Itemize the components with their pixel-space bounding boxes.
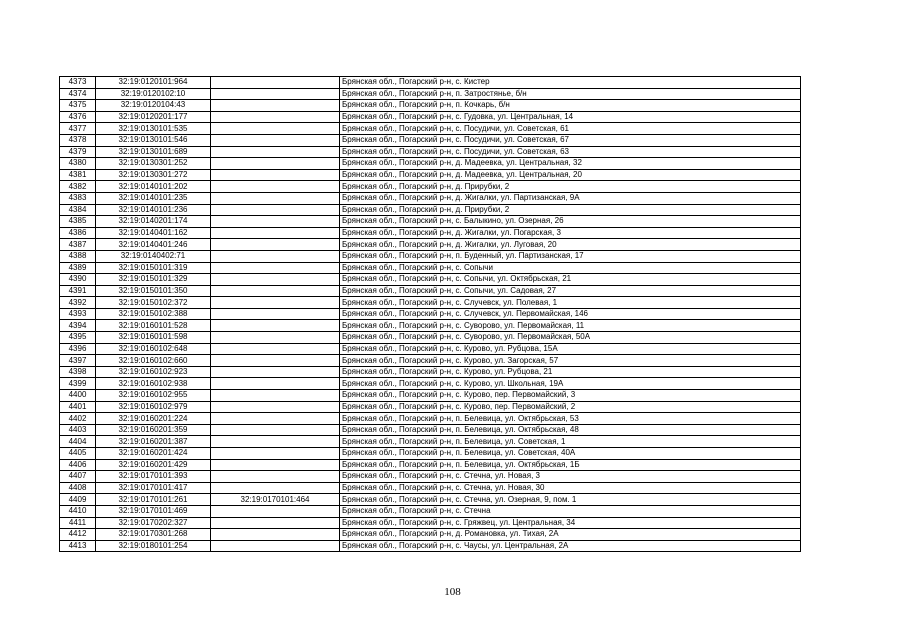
cadastral-number-cell: 32:19:0170101:261 bbox=[96, 494, 211, 506]
row-number-cell: 4382 bbox=[60, 181, 96, 193]
cadastral-number-cell: 32:19:0160201:359 bbox=[96, 424, 211, 436]
address-cell: Брянская обл., Погарский р-н, д. Жигалки, ул. Луговая, 20 bbox=[340, 239, 801, 251]
previous-number-cell bbox=[211, 529, 340, 541]
table-row bbox=[60, 494, 801, 506]
cadastral-number-cell: 32:19:0140401:162 bbox=[96, 227, 211, 239]
previous-number-cell bbox=[211, 285, 340, 297]
previous-number-cell bbox=[211, 401, 340, 413]
previous-number-cell bbox=[211, 366, 340, 378]
row-number-cell: 4394 bbox=[60, 320, 96, 332]
cadastral-number-cell: 32:19:0140401:246 bbox=[96, 239, 211, 251]
table-row bbox=[60, 529, 801, 541]
previous-number-cell bbox=[211, 274, 340, 286]
cadastral-number-cell: 32:19:0160102:923 bbox=[96, 366, 211, 378]
address-cell: Брянская обл., Погарский р-н, с. Чаусы, ул. Центральная, 2А bbox=[340, 540, 801, 552]
row-number-cell: 4412 bbox=[60, 529, 96, 541]
cadastral-number-cell: 32:19:0170101:417 bbox=[96, 482, 211, 494]
previous-number-cell bbox=[211, 227, 340, 239]
cadastral-number-cell: 32:19:0160102:955 bbox=[96, 390, 211, 402]
cadastral-number-cell: 32:19:0140101:235 bbox=[96, 192, 211, 204]
address-cell: Брянская обл., Погарский р-н, д. Жигалки, ул. Партизанская, 9А bbox=[340, 192, 801, 204]
cadastral-number-cell: 32:19:0160101:598 bbox=[96, 332, 211, 344]
row-number-cell: 4385 bbox=[60, 216, 96, 228]
previous-number-cell bbox=[211, 517, 340, 529]
row-number-cell: 4391 bbox=[60, 285, 96, 297]
table-row bbox=[60, 262, 801, 274]
table-row bbox=[60, 158, 801, 170]
row-number-cell: 4411 bbox=[60, 517, 96, 529]
cadastral-number-cell: 32:19:0160102:648 bbox=[96, 343, 211, 355]
table-row bbox=[60, 355, 801, 367]
cadastral-number-cell: 32:19:0170301:268 bbox=[96, 529, 211, 541]
page-number: 108 bbox=[444, 586, 461, 598]
previous-number-cell bbox=[211, 448, 340, 460]
previous-number-cell bbox=[211, 216, 340, 228]
previous-number-cell bbox=[211, 169, 340, 181]
cadastral-number-cell: 32:19:0160102:660 bbox=[96, 355, 211, 367]
row-number-cell: 4399 bbox=[60, 378, 96, 390]
row-number-cell: 4384 bbox=[60, 204, 96, 216]
row-number-cell: 4393 bbox=[60, 308, 96, 320]
table-row bbox=[60, 123, 801, 135]
address-cell: Брянская обл., Погарский р-н, с. Стечна, ул. Новая, 30 bbox=[340, 482, 801, 494]
previous-number-cell bbox=[211, 88, 340, 100]
row-number-cell: 4376 bbox=[60, 111, 96, 123]
previous-number-cell bbox=[211, 355, 340, 367]
cadastral-number-cell: 32:19:0150101:329 bbox=[96, 274, 211, 286]
cadastral-number-cell: 32:19:0160102:979 bbox=[96, 401, 211, 413]
address-cell: Брянская обл., Погарский р-н, д. Романовка, ул. Тихая, 2А bbox=[340, 529, 801, 541]
table-row bbox=[60, 390, 801, 402]
previous-number-cell bbox=[211, 413, 340, 425]
table-row bbox=[60, 169, 801, 181]
row-number-cell: 4375 bbox=[60, 100, 96, 112]
address-cell: Брянская обл., Погарский р-н, с. Суворово, ул. Первомайская, 11 bbox=[340, 320, 801, 332]
address-cell: Брянская обл., Погарский р-н, п. Кочкарь, б/н bbox=[340, 100, 801, 112]
row-number-cell: 4389 bbox=[60, 262, 96, 274]
table-row bbox=[60, 77, 801, 89]
registry-table-body bbox=[60, 77, 801, 552]
address-cell: Брянская обл., Погарский р-н, д. Прирубки, 2 bbox=[340, 181, 801, 193]
address-cell: Брянская обл., Погарский р-н, с. Посудичи, ул. Советская, 67 bbox=[340, 134, 801, 146]
cadastral-number-cell: 32:19:0160101:528 bbox=[96, 320, 211, 332]
row-number-cell: 4383 bbox=[60, 192, 96, 204]
previous-number-cell bbox=[211, 250, 340, 262]
previous-number-cell bbox=[211, 332, 340, 344]
previous-number-cell bbox=[211, 111, 340, 123]
row-number-cell: 4410 bbox=[60, 505, 96, 517]
address-cell: Брянская обл., Погарский р-н, с. Сопычи, ул. Садовая, 27 bbox=[340, 285, 801, 297]
cadastral-number-cell: 32:19:0120102:10 bbox=[96, 88, 211, 100]
table-row bbox=[60, 413, 801, 425]
cadastral-number-cell: 32:19:0160201:424 bbox=[96, 448, 211, 460]
table-row bbox=[60, 424, 801, 436]
table-row bbox=[60, 181, 801, 193]
table-row bbox=[60, 192, 801, 204]
address-cell: Брянская обл., Погарский р-н, с. Балыкино, ул. Озерная, 26 bbox=[340, 216, 801, 228]
cadastral-number-cell: 32:19:0160201:387 bbox=[96, 436, 211, 448]
address-cell: Брянская обл., Погарский р-н, с. Стечна, ул. Новая, 3 bbox=[340, 471, 801, 483]
row-number-cell: 4409 bbox=[60, 494, 96, 506]
address-cell: Брянская обл., Погарский р-н, д. Мадеевка, ул. Центральная, 20 bbox=[340, 169, 801, 181]
cadastral-number-cell: 32:19:0180101:254 bbox=[96, 540, 211, 552]
table-row bbox=[60, 517, 801, 529]
previous-number-cell bbox=[211, 77, 340, 89]
table-row bbox=[60, 482, 801, 494]
table-row bbox=[60, 146, 801, 158]
table-row bbox=[60, 216, 801, 228]
address-cell: Брянская обл., Погарский р-н, п. Белевица, ул. Октябрьская, 53 bbox=[340, 413, 801, 425]
table-row bbox=[60, 239, 801, 251]
cadastral-number-cell: 32:19:0170202:327 bbox=[96, 517, 211, 529]
row-number-cell: 4379 bbox=[60, 146, 96, 158]
row-number-cell: 4401 bbox=[60, 401, 96, 413]
row-number-cell: 4400 bbox=[60, 390, 96, 402]
table-row bbox=[60, 448, 801, 460]
address-cell: Брянская обл., Погарский р-н, с. Стечна bbox=[340, 505, 801, 517]
cadastral-number-cell: 32:19:0130101:535 bbox=[96, 123, 211, 135]
row-number-cell: 4377 bbox=[60, 123, 96, 135]
previous-number-cell bbox=[211, 320, 340, 332]
previous-number-cell bbox=[211, 158, 340, 170]
row-number-cell: 4386 bbox=[60, 227, 96, 239]
cadastral-number-cell: 32:19:0130101:546 bbox=[96, 134, 211, 146]
previous-number-cell bbox=[211, 297, 340, 309]
previous-number-cell bbox=[211, 100, 340, 112]
address-cell: Брянская обл., Погарский р-н, с. Кистер bbox=[340, 77, 801, 89]
previous-number-cell bbox=[211, 343, 340, 355]
address-cell: Брянская обл., Погарский р-н, с. Курово, пер. Первомайский, 2 bbox=[340, 401, 801, 413]
table-row bbox=[60, 285, 801, 297]
cadastral-number-cell: 32:19:0160201:429 bbox=[96, 459, 211, 471]
previous-number-cell: 32:19:0170101:464 bbox=[211, 494, 340, 506]
address-cell: Брянская обл., Погарский р-н, с. Стечна, ул. Озерная, 9, пом. 1 bbox=[340, 494, 801, 506]
address-cell: Брянская обл., Погарский р-н, п. Белевица, ул. Советская, 40А bbox=[340, 448, 801, 460]
address-cell: Брянская обл., Погарский р-н, с. Сопычи bbox=[340, 262, 801, 274]
table-row bbox=[60, 134, 801, 146]
row-number-cell: 4374 bbox=[60, 88, 96, 100]
cadastral-number-cell: 32:19:0150101:350 bbox=[96, 285, 211, 297]
previous-number-cell bbox=[211, 262, 340, 274]
cadastral-number-cell: 32:19:0140201:174 bbox=[96, 216, 211, 228]
row-number-cell: 4397 bbox=[60, 355, 96, 367]
table-row bbox=[60, 401, 801, 413]
previous-number-cell bbox=[211, 181, 340, 193]
row-number-cell: 4380 bbox=[60, 158, 96, 170]
previous-number-cell bbox=[211, 505, 340, 517]
cadastral-number-cell: 32:19:0120201:177 bbox=[96, 111, 211, 123]
previous-number-cell bbox=[211, 146, 340, 158]
previous-number-cell bbox=[211, 378, 340, 390]
cadastral-number-cell: 32:19:0170101:393 bbox=[96, 471, 211, 483]
table-row bbox=[60, 436, 801, 448]
row-number-cell: 4390 bbox=[60, 274, 96, 286]
row-number-cell: 4406 bbox=[60, 459, 96, 471]
address-cell: Брянская обл., Погарский р-н, с. Гудовка, ул. Центральная, 14 bbox=[340, 111, 801, 123]
table-row bbox=[60, 88, 801, 100]
table-row bbox=[60, 366, 801, 378]
cadastral-number-cell: 32:19:0160201:224 bbox=[96, 413, 211, 425]
table-row bbox=[60, 297, 801, 309]
row-number-cell: 4405 bbox=[60, 448, 96, 460]
cadastral-number-cell: 32:19:0150101:319 bbox=[96, 262, 211, 274]
previous-number-cell bbox=[211, 123, 340, 135]
table-row bbox=[60, 320, 801, 332]
row-number-cell: 4378 bbox=[60, 134, 96, 146]
row-number-cell: 4413 bbox=[60, 540, 96, 552]
cadastral-number-cell: 32:19:0150102:372 bbox=[96, 297, 211, 309]
row-number-cell: 4407 bbox=[60, 471, 96, 483]
previous-number-cell bbox=[211, 239, 340, 251]
table-row bbox=[60, 343, 801, 355]
row-number-cell: 4395 bbox=[60, 332, 96, 344]
address-cell: Брянская обл., Погарский р-н, с. Курово, пер. Первомайский, 3 bbox=[340, 390, 801, 402]
cadastral-number-cell: 32:19:0120104:43 bbox=[96, 100, 211, 112]
address-cell: Брянская обл., Погарский р-н, п. Белевица, ул. Октябрьская, 48 bbox=[340, 424, 801, 436]
address-cell: Брянская обл., Погарский р-н, п. Белевица, ул. Октябрьская, 1Б bbox=[340, 459, 801, 471]
address-cell: Брянская обл., Погарский р-н, с. Курово, ул. Рубцова, 15А bbox=[340, 343, 801, 355]
cadastral-number-cell: 32:19:0130301:272 bbox=[96, 169, 211, 181]
table-row bbox=[60, 505, 801, 517]
address-cell: Брянская обл., Погарский р-н, с. Посудичи, ул. Советская, 63 bbox=[340, 146, 801, 158]
row-number-cell: 4388 bbox=[60, 250, 96, 262]
cadastral-number-cell: 32:19:0140101:236 bbox=[96, 204, 211, 216]
previous-number-cell bbox=[211, 482, 340, 494]
address-cell: Брянская обл., Погарский р-н, с. Посудичи, ул. Советская, 61 bbox=[340, 123, 801, 135]
address-cell: Брянская обл., Погарский р-н, с. Суворово, ул. Первомайская, 50А bbox=[340, 332, 801, 344]
address-cell: Брянская обл., Погарский р-н, п. Затростянье, б/н bbox=[340, 88, 801, 100]
cadastral-number-cell: 32:19:0160102:938 bbox=[96, 378, 211, 390]
table-row bbox=[60, 540, 801, 552]
address-cell: Брянская обл., Погарский р-н, д. Прирубки, 2 bbox=[340, 204, 801, 216]
previous-number-cell bbox=[211, 390, 340, 402]
row-number-cell: 4373 bbox=[60, 77, 96, 89]
row-number-cell: 4403 bbox=[60, 424, 96, 436]
previous-number-cell bbox=[211, 204, 340, 216]
address-cell: Брянская обл., Погарский р-н, с. Курово, ул. Школьная, 19А bbox=[340, 378, 801, 390]
previous-number-cell bbox=[211, 192, 340, 204]
row-number-cell: 4387 bbox=[60, 239, 96, 251]
previous-number-cell bbox=[211, 308, 340, 320]
previous-number-cell bbox=[211, 471, 340, 483]
row-number-cell: 4398 bbox=[60, 366, 96, 378]
previous-number-cell bbox=[211, 134, 340, 146]
cadastral-number-cell: 32:19:0130301:252 bbox=[96, 158, 211, 170]
previous-number-cell bbox=[211, 540, 340, 552]
table-row bbox=[60, 250, 801, 262]
table-row bbox=[60, 274, 801, 286]
address-cell: Брянская обл., Погарский р-н, с. Курово, ул. Загорская, 57 bbox=[340, 355, 801, 367]
cadastral-number-cell: 32:19:0140402:71 bbox=[96, 250, 211, 262]
address-cell: Брянская обл., Погарский р-н, с. Случевск, ул. Первомайская, 146 bbox=[340, 308, 801, 320]
row-number-cell: 4381 bbox=[60, 169, 96, 181]
table-row bbox=[60, 227, 801, 239]
cadastral-number-cell: 32:19:0170101:469 bbox=[96, 505, 211, 517]
table-row bbox=[60, 308, 801, 320]
row-number-cell: 4392 bbox=[60, 297, 96, 309]
table-row bbox=[60, 471, 801, 483]
address-cell: Брянская обл., Погарский р-н, с. Случевск, ул. Полевая, 1 bbox=[340, 297, 801, 309]
table-row bbox=[60, 111, 801, 123]
row-number-cell: 4408 bbox=[60, 482, 96, 494]
registry-table bbox=[59, 76, 801, 552]
table-row bbox=[60, 204, 801, 216]
cadastral-number-cell: 32:19:0120101:964 bbox=[96, 77, 211, 89]
address-cell: Брянская обл., Погарский р-н, с. Курово, ул. Рубцова, 21 bbox=[340, 366, 801, 378]
table-row bbox=[60, 459, 801, 471]
table-row bbox=[60, 100, 801, 112]
row-number-cell: 4402 bbox=[60, 413, 96, 425]
previous-number-cell bbox=[211, 436, 340, 448]
row-number-cell: 4396 bbox=[60, 343, 96, 355]
address-cell: Брянская обл., Погарский р-н, д. Жигалки, ул. Погарская, 3 bbox=[340, 227, 801, 239]
table-row bbox=[60, 378, 801, 390]
cadastral-number-cell: 32:19:0150102:388 bbox=[96, 308, 211, 320]
table-row bbox=[60, 332, 801, 344]
address-cell: Брянская обл., Погарский р-н, п. Буденный, ул. Партизанская, 17 bbox=[340, 250, 801, 262]
previous-number-cell bbox=[211, 424, 340, 436]
cadastral-number-cell: 32:19:0130101:689 bbox=[96, 146, 211, 158]
address-cell: Брянская обл., Погарский р-н, п. Белевица, ул. Советская, 1 bbox=[340, 436, 801, 448]
row-number-cell: 4404 bbox=[60, 436, 96, 448]
address-cell: Брянская обл., Погарский р-н, с. Гряжвец, ул. Центральная, 34 bbox=[340, 517, 801, 529]
address-cell: Брянская обл., Погарский р-н, д. Мадеевка, ул. Центральная, 32 bbox=[340, 158, 801, 170]
previous-number-cell bbox=[211, 459, 340, 471]
cadastral-number-cell: 32:19:0140101:202 bbox=[96, 181, 211, 193]
address-cell: Брянская обл., Погарский р-н, с. Сопычи, ул. Октябрьская, 21 bbox=[340, 274, 801, 286]
